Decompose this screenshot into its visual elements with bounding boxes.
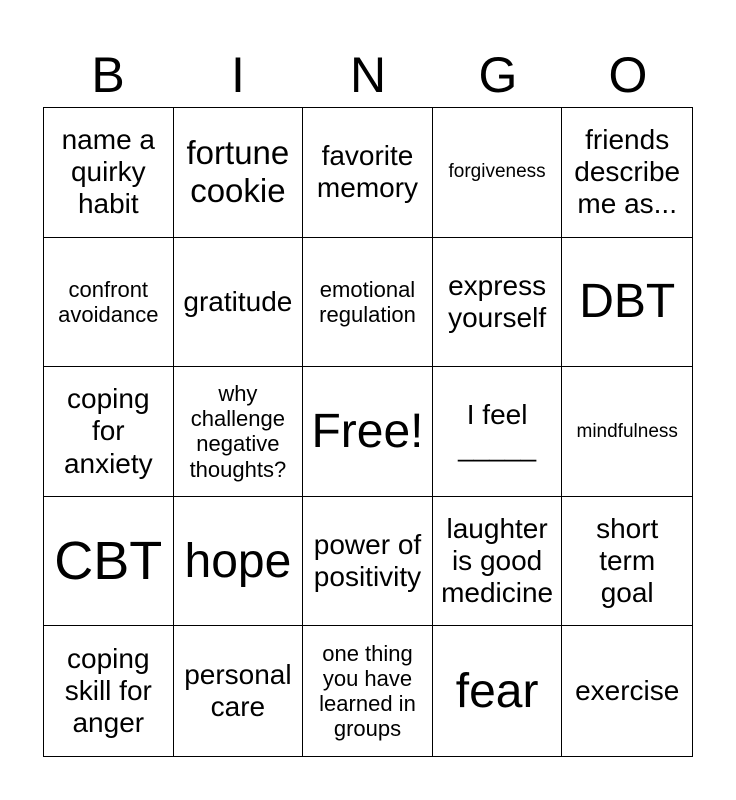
bingo-cell[interactable] — [433, 108, 563, 238]
bingo-board — [43, 107, 693, 757]
bingo-cell[interactable] — [433, 238, 563, 368]
header-letter-n: N — [349, 47, 387, 103]
bingo-cell-label: I feel _____ — [458, 399, 537, 463]
bingo-cell-label: name a quirky habit — [61, 124, 155, 220]
bingo-cell[interactable] — [44, 238, 174, 368]
bingo-cell-label: DBT — [579, 275, 676, 329]
bingo-cell[interactable] — [433, 497, 563, 627]
bingo-cell-label: express yourself — [448, 269, 547, 333]
bingo-cell-label: CBT — [54, 531, 163, 592]
bingo-cell[interactable] — [433, 626, 563, 756]
bingo-cell[interactable] — [303, 108, 433, 238]
bingo-cell-label: fear — [455, 664, 539, 718]
bingo-cell[interactable] — [174, 497, 304, 627]
bingo-cell[interactable] — [174, 238, 304, 368]
bingo-cell-label: why challenge negative thoughts? — [189, 380, 287, 482]
bingo-cell-label: friends describe me as... — [574, 124, 681, 220]
bingo-cell-label: laughter is good medicine — [441, 512, 554, 609]
bingo-cell[interactable] — [303, 626, 433, 756]
bingo-cell[interactable] — [562, 497, 692, 627]
bingo-cell[interactable] — [44, 497, 174, 627]
bingo-cell-label: favorite memory — [316, 140, 419, 204]
bingo-cell[interactable] — [562, 108, 692, 238]
header-letter-b: B — [91, 47, 125, 103]
bingo-cell[interactable] — [174, 626, 304, 756]
bingo-cell[interactable] — [303, 238, 433, 368]
bingo-cell[interactable] — [44, 108, 174, 238]
bingo-cell[interactable] — [44, 626, 174, 756]
bingo-cell-label: forgiveness — [448, 161, 546, 183]
bingo-cell[interactable] — [433, 367, 563, 497]
header-letter-o: O — [608, 47, 648, 103]
bingo-cell-label: emotional regulation — [319, 276, 416, 327]
bingo-cell[interactable] — [44, 367, 174, 497]
bingo-cell-label: short term goal — [596, 512, 659, 609]
bingo-cell[interactable] — [174, 367, 304, 497]
header-letter-i: I — [231, 47, 245, 103]
bingo-cell[interactable] — [303, 497, 433, 627]
bingo-cell-label: personal care — [184, 659, 292, 723]
bingo-cell-label: coping for anxiety — [63, 383, 153, 479]
bingo-cell-label: fortune cookie — [186, 134, 290, 210]
bingo-cell[interactable] — [562, 367, 692, 497]
bingo-cell-label: one thing you have learned in groups — [319, 640, 416, 742]
bingo-cell-label: hope — [184, 534, 292, 588]
bingo-cell-label: mindfulness — [576, 420, 678, 442]
bingo-cell[interactable] — [562, 626, 692, 756]
bingo-free-cell[interactable] — [303, 367, 433, 497]
bingo-cell[interactable] — [174, 108, 304, 238]
bingo-cell-label: coping skill for anger — [64, 642, 152, 739]
bingo-header — [43, 42, 693, 108]
bingo-cell[interactable] — [562, 238, 692, 368]
bingo-cell-label: gratitude — [183, 285, 293, 317]
header-letter-g: G — [478, 47, 518, 103]
bingo-cell-label: power of positivity — [313, 528, 422, 593]
bingo-cell-label: Free! — [311, 404, 424, 458]
bingo-cell-label: confront avoidance — [58, 276, 159, 327]
bingo-cell-label: exercise — [575, 675, 680, 707]
